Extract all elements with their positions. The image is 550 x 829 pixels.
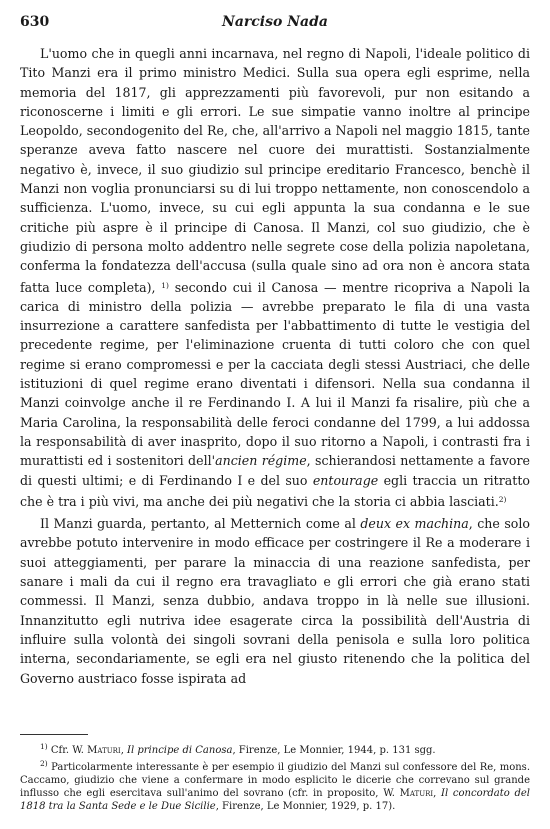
footnote-marker: 1): [161, 280, 169, 290]
text-run: secondo cui il Canosa — mentre ricopriva a Napoli la carica di ministro della polizia — avrebbe preparato le fila di una vasta insurrezione a carattere sanfedista per l'abbattimento di tutte le vestigia del precedente regime, per l'eliminazione cruenta di tutti coloro che con quel regime si erano compromessi e per la cacciata degli stessi Austriaci, che delle istituzioni di quel regime erano diventati i difensori. Nella sua condanna il Manzi coinvolge anche il re Ferdinando I. A lui il Manzi fa risalire, più che a Maria Carolina, la responsabilità delle feroci condanne del 1799, a lui addossa la responsabilità di aver inasprito, dopo il suo ritorno a Napoli, i contrasti fra i murattisti ed i sostenitori dell': [20, 279, 531, 469]
italic-run: Il concordato del 1818 tra la Santa Sede e le Due Sicilie: [20, 788, 531, 812]
footnote-marker: 2): [40, 759, 48, 768]
footnote: [20, 740, 530, 757]
paragraph: [20, 44, 530, 511]
italic-run: deux ex machina: [360, 516, 469, 532]
text-run: ,: [120, 745, 128, 756]
italic-run: Il principe di Canosa: [127, 745, 233, 756]
footnote: [20, 757, 530, 813]
text-run: , schierandosi nettamente a favore di questi ultimi; e di Ferdinando I e del suo: [20, 453, 530, 488]
italic-run: ancien régime: [215, 453, 307, 469]
text-run: , Firenze, Le Monnier, 1944, p. 131 sgg.: [232, 745, 436, 756]
footnote-marker: 1): [40, 742, 48, 751]
body-text: [20, 44, 530, 691]
page-number: 630: [20, 14, 50, 30]
footnotes: [20, 740, 530, 813]
italic-run: entourage: [312, 472, 379, 488]
text-run: Cfr. W.: [47, 745, 88, 756]
text-run: , che solo avrebbe potuto intervenire in modo efficace per costringere il Re a moderare i suoi atteggiamenti, per parare la minaccia di una reazione sanfedista, per sanare i mali da cui il regno era travagliato e gli errori che già erano stati commessi. Il Manzi, senza dubbio, andava troppo in là nelle sue illusioni. Innanzitutto egli nutriva idee esagerate circa la possibilità dell'Austria di influire sulla volontà dei singoli sovrani della penisola e sulla loro politica interna, secondariamente, se egli era nel giusto ritenendo che la politica del Governo austriaco fosse ispirata ad: [20, 516, 530, 686]
text-run: , Firenze, Le Monnier, 1929, p. 17).: [215, 801, 396, 812]
text-run: ,: [433, 788, 442, 799]
text-run: L'uomo che in quegli anni incarnava, nel regno di Napoli, l'ideale politico di Tito Manzi era il primo ministro Medici. Sulla sua opera egli esprime, nella memoria del 1817, gli apprezzamenti più favorevoli, pur non esitando a riconoscerne i limiti e gli errori. Le sue simpatie vanno inoltre al principe Leopoldo, secondogenito del Re, che, all'arrivo a Napoli nel maggio 1815, tante speranze aveva fatto nascere nel cuore dei murattisti. Sostanzialmente negativo è, invece, il suo giudizio sul principe ereditario Francesco, benchè il Manzi non voglia pronunciarsi su di lui troppo nettamente, non conoscendolo a sufficienza. L'uomo, invece, su cui egli appunta la sua condanna e le sue critiche più aspre è il principe di Canosa. Il Manzi, col suo giudizio, che è giudizio di persona molto addentro nelle segrete cose della polizia napoletana, conferma la fondatezza dell'accusa (sulla quale sino ad ora non è ancora stata fatta luce completa),: [20, 46, 530, 295]
author-name: Maturi: [87, 745, 121, 756]
running-title: Narciso Nada: [222, 14, 328, 30]
text-run: Il Manzi guarda, pertanto, al Metternich come al: [40, 516, 361, 532]
footnote-rule: [20, 734, 88, 735]
footnote-marker: 2): [498, 494, 507, 504]
paragraph: [20, 514, 530, 688]
text-run: egli traccia un ritratto che è tra i più vivi, ma anche dei più negativi che la storia ci abbia lasciati.: [20, 472, 530, 509]
author-name: Maturi: [399, 788, 434, 799]
text-run: Particolarmente interessante è per esempio il giudizio del Manzi sul confessore del Re, mons. Caccamo, giudizio che viene a confermare in modo esplicito le dicerie che correvano sul grande influsso che egli esercitava sull'animo del sovrano (cfr. in proposito, W.: [20, 762, 530, 799]
page-header: [20, 14, 530, 34]
